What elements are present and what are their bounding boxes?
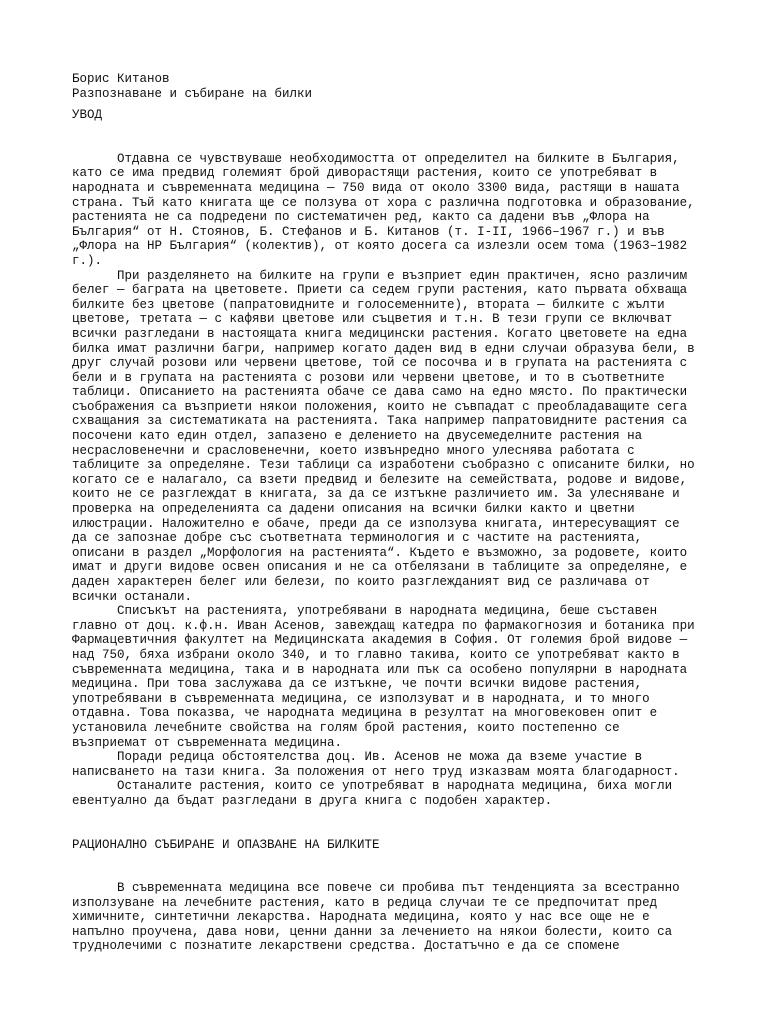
- paragraph-line: написването на тази книга. За положения от него труд изказвам моята благодарност.: [72, 764, 680, 779]
- paragraph-line: съвременната медицина, така и в народната или пък са особено популярни в народната: [72, 662, 688, 677]
- paragraph-line: Фармацевтичния факултет на Медицинската академия в София. От големия брой видове —: [72, 633, 688, 648]
- paragraph-line: При разделянето на билките на групи е възприет един практичен, ясно различим: [117, 268, 688, 283]
- intro-section: [72, 152, 700, 809]
- paragraph-line: г.).: [72, 253, 103, 268]
- paragraph-line: България“ от Н. Стоянов, Б. Стефанов и Б. Китанов (т. I-II, 1966–1967 г.) и във: [72, 224, 665, 239]
- paragraph-line: употребявани в съвременната медицина, се използуват и в народната, и то много: [72, 691, 650, 706]
- collection-section: [72, 881, 700, 954]
- paragraph-line: посочени като един отдел, запазено е делението на двусемеделните растения на: [72, 429, 643, 444]
- paragraph-line: билка имат различни багри, например когато даден вид в едни случаи образува бели, в: [72, 341, 695, 356]
- paragraph-line: медицина. При това заслужава да се изтъкне, че почти всички видове растения,: [72, 677, 643, 692]
- paragraph-line: цветове, третата — с кафяви цветове или съцветия и т.н. В тези групи се включват: [72, 312, 673, 327]
- paragraph-line: страна. Тъй като книгата ще се ползува от хора с различна подготовка и образование,: [72, 195, 695, 210]
- paragraph-line: таблиците за определяне. Тези таблици са изработени съобразно с описаните билки, но: [72, 458, 695, 473]
- paragraph-line: над 750, бяха избрани около 340, и то главно такива, които се употребяват както в: [72, 647, 680, 662]
- paragraph-line: Отдавна се чувствуваше необходимостта от определител на билките в България,: [117, 151, 680, 166]
- paragraph-line: да се запознае добре със съответната терминология и с частите на растенията,: [72, 531, 643, 546]
- document-page: [72, 72, 700, 954]
- paragraph-line: химичните, синтетични лекарства. Народната медицина, която у нас все още не е: [72, 910, 650, 925]
- paragraph-line: съображения са възприети някои положения, които не съвпадат с преобладаващите сега: [72, 399, 688, 414]
- paragraph-line: таблици. Описанието на растенията обаче се дава само на едно място. По практически: [72, 385, 688, 400]
- paragraph-line: труднолечими с познатите лекарствени средства. Достатъчно е да се спомене: [72, 939, 620, 954]
- paragraph-line: проверка на определенията са дадени описания на всички билки както и цветни: [72, 502, 635, 517]
- paragraph-line: използуване на лечебните растения, като в редица случаи те се предпочитат пред: [72, 895, 658, 910]
- paragraph: [72, 779, 700, 808]
- paragraph: [72, 750, 700, 779]
- section-heading-intro: УВОД: [72, 108, 103, 123]
- paragraph-line: даден характерен белег или белези, по които разглежданият вид се различава от: [72, 575, 650, 589]
- paragraph: [72, 152, 700, 269]
- paragraph-line: народната и съвременната медицина — 750 вида от около 3300 вида, растящи в нашата: [72, 180, 680, 195]
- paragraph-line: които не се разглеждат в книгата, за да се изтъкне различието им. За улесняване и: [72, 487, 680, 502]
- paragraph-line: билките без цветове (папратовидните и голосеменните), втората — билките с жълти: [72, 297, 665, 312]
- paragraph: [72, 604, 700, 750]
- paragraph-line: Списъкът на растенията, употребявани в народната медицина, беше съставен: [117, 604, 658, 619]
- paragraph-line: имат и други видове освен описания и не са отбелязани в таблиците за определяне, е: [72, 560, 688, 575]
- author-name: Борис Китанов: [72, 72, 170, 86]
- paragraph-line: евентуално да бъдат разгледани в друга книга с подобен характер.: [72, 793, 553, 808]
- paragraph-line: установила лечебните свойства на голям брой растения, които постепенно се: [72, 720, 620, 735]
- paragraph-line: описани в раздел „Морфология на растенията“. Където е възможно, за родовете, които: [72, 545, 688, 560]
- paragraph-line: Поради редица обстоятелства доц. Ив. Асенов не можа да вземе участие в: [117, 750, 643, 765]
- paragraph-line: всички разгледани в настоящата книга медицински растения. Когато цветовете на една: [72, 326, 688, 341]
- book-title: Разпознаване и събиране на билки: [72, 86, 313, 101]
- paragraph-line: главно от доц. к.ф.н. Иван Асенов, завеждащ катедра по фармакогнозия и ботаника при: [72, 618, 695, 633]
- paragraph-line: растенията не са подредени по систематичен ред, както са дадени във „Флора на: [72, 210, 650, 225]
- paragraph-line: отдавна. Това показва, че народната медицина в резултат на многовековен опит е: [72, 706, 658, 721]
- paragraph-line: Останалите растения, които се употребяват в народната медицина, биха могли: [117, 779, 673, 794]
- paragraph: [72, 881, 700, 954]
- paragraph-line: напълно проучена, дава нови, ценни данни за лечението на някои болести, които са: [72, 924, 673, 939]
- paragraph-line: всички останали.: [72, 589, 193, 604]
- paragraph-line: белег — баграта на цветовете. Приети са седем групи растения, като първата обхваща: [72, 283, 688, 298]
- paragraph-line: възприемат от съвременната медицина.: [72, 735, 343, 750]
- paragraph-line: когато се е налагало, са взети предвид и белезите на семействата, родове и видове,: [72, 472, 688, 487]
- paragraph-line: друг случай розови или червени цветове, той се посочва и в групата на растенията с: [72, 356, 688, 371]
- section-heading-collection: РАЦИОНАЛНО СЪБИРАНЕ И ОПАЗВАНЕ НА БИЛКИТЕ: [72, 837, 380, 852]
- paragraph-line: несрасловенечни и срасловенечни, което извънредно много улеснява работата с: [72, 443, 635, 458]
- paragraph-line: „Флора на НР България“ (колектив), от която досега са излезли осем тома (1963–1982: [72, 239, 688, 254]
- paragraph-line: бели и в групата на растенията с розови или червени цветове, и то в съответните: [72, 370, 665, 385]
- paragraph-line: схващания за систематиката на растенията. Така например папратовидните растения са: [72, 414, 688, 429]
- paragraph: [72, 269, 700, 605]
- paragraph-line: като се има предвид големият брой диворастящи растения, които се употребяват в: [72, 166, 658, 181]
- paragraph-line: илюстрации. Наложително е обаче, преди да се използува книгата, интересуващият се: [72, 516, 680, 531]
- paragraph-line: В съвременната медицина все повече си пробива път тенденцията за всестранно: [117, 881, 680, 896]
